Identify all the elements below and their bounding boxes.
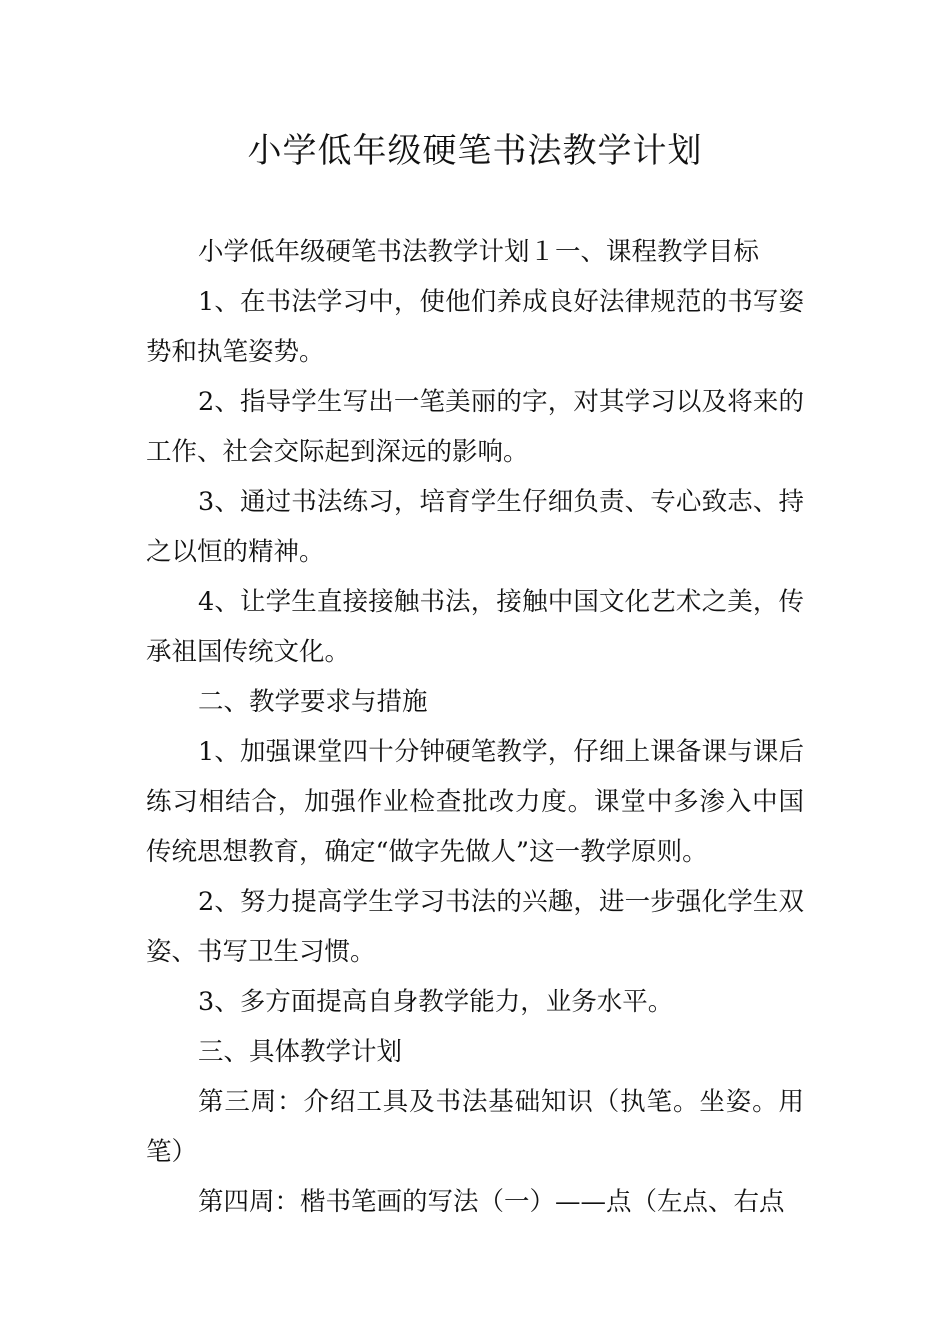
- paragraph-requirement-3: 3、多方面提高自身教学能力，业务水平。: [198, 987, 674, 1017]
- section-heading-requirements: 二、教学要求与措施: [198, 687, 428, 717]
- section-heading-plan: 三、具体教学计划: [198, 1037, 403, 1067]
- paragraph-requirement-2: 2、努力提高学生学习书法的兴趣，进一步强化学生双姿、书写卫生习惯。: [146, 887, 804, 967]
- paragraph-goal-4: 4、让学生直接接触书法，接触中国文化艺术之美，传承祖国传统文化。: [146, 587, 804, 667]
- paragraph-intro: 小学低年级硬笔书法教学计划１一、课程教学目标: [198, 237, 760, 267]
- document-body: [146, 227, 804, 1227]
- paragraph-goal-3: 3、通过书法练习，培育学生仔细负责、专心致志、持之以恒的精神。: [146, 487, 804, 567]
- paragraph-goal-1: 1、在书法学习中，使他们养成良好法律规范的书写姿势和执笔姿势。: [146, 287, 804, 367]
- paragraph-requirement-1: 1、加强课堂四十分钟硬笔教学，仔细上课备课与课后练习相结合，加强作业检查批改力度。课堂中多渗入中国传统思想教育，确定“做字先做人”这一教学原则。: [146, 737, 804, 867]
- paragraph-week-4: 第四周：楷书笔画的写法（一）——点（左点、右点: [198, 1187, 785, 1217]
- document-title: 小学低年级硬笔书法教学计划: [247, 131, 703, 171]
- paragraph-week-3: 第三周：介绍工具及书法基础知识（执笔。坐姿。用笔）: [146, 1087, 804, 1167]
- paragraph-goal-2: 2、指导学生写出一笔美丽的字，对其学习以及将来的工作、社会交际起到深远的影响。: [146, 387, 804, 467]
